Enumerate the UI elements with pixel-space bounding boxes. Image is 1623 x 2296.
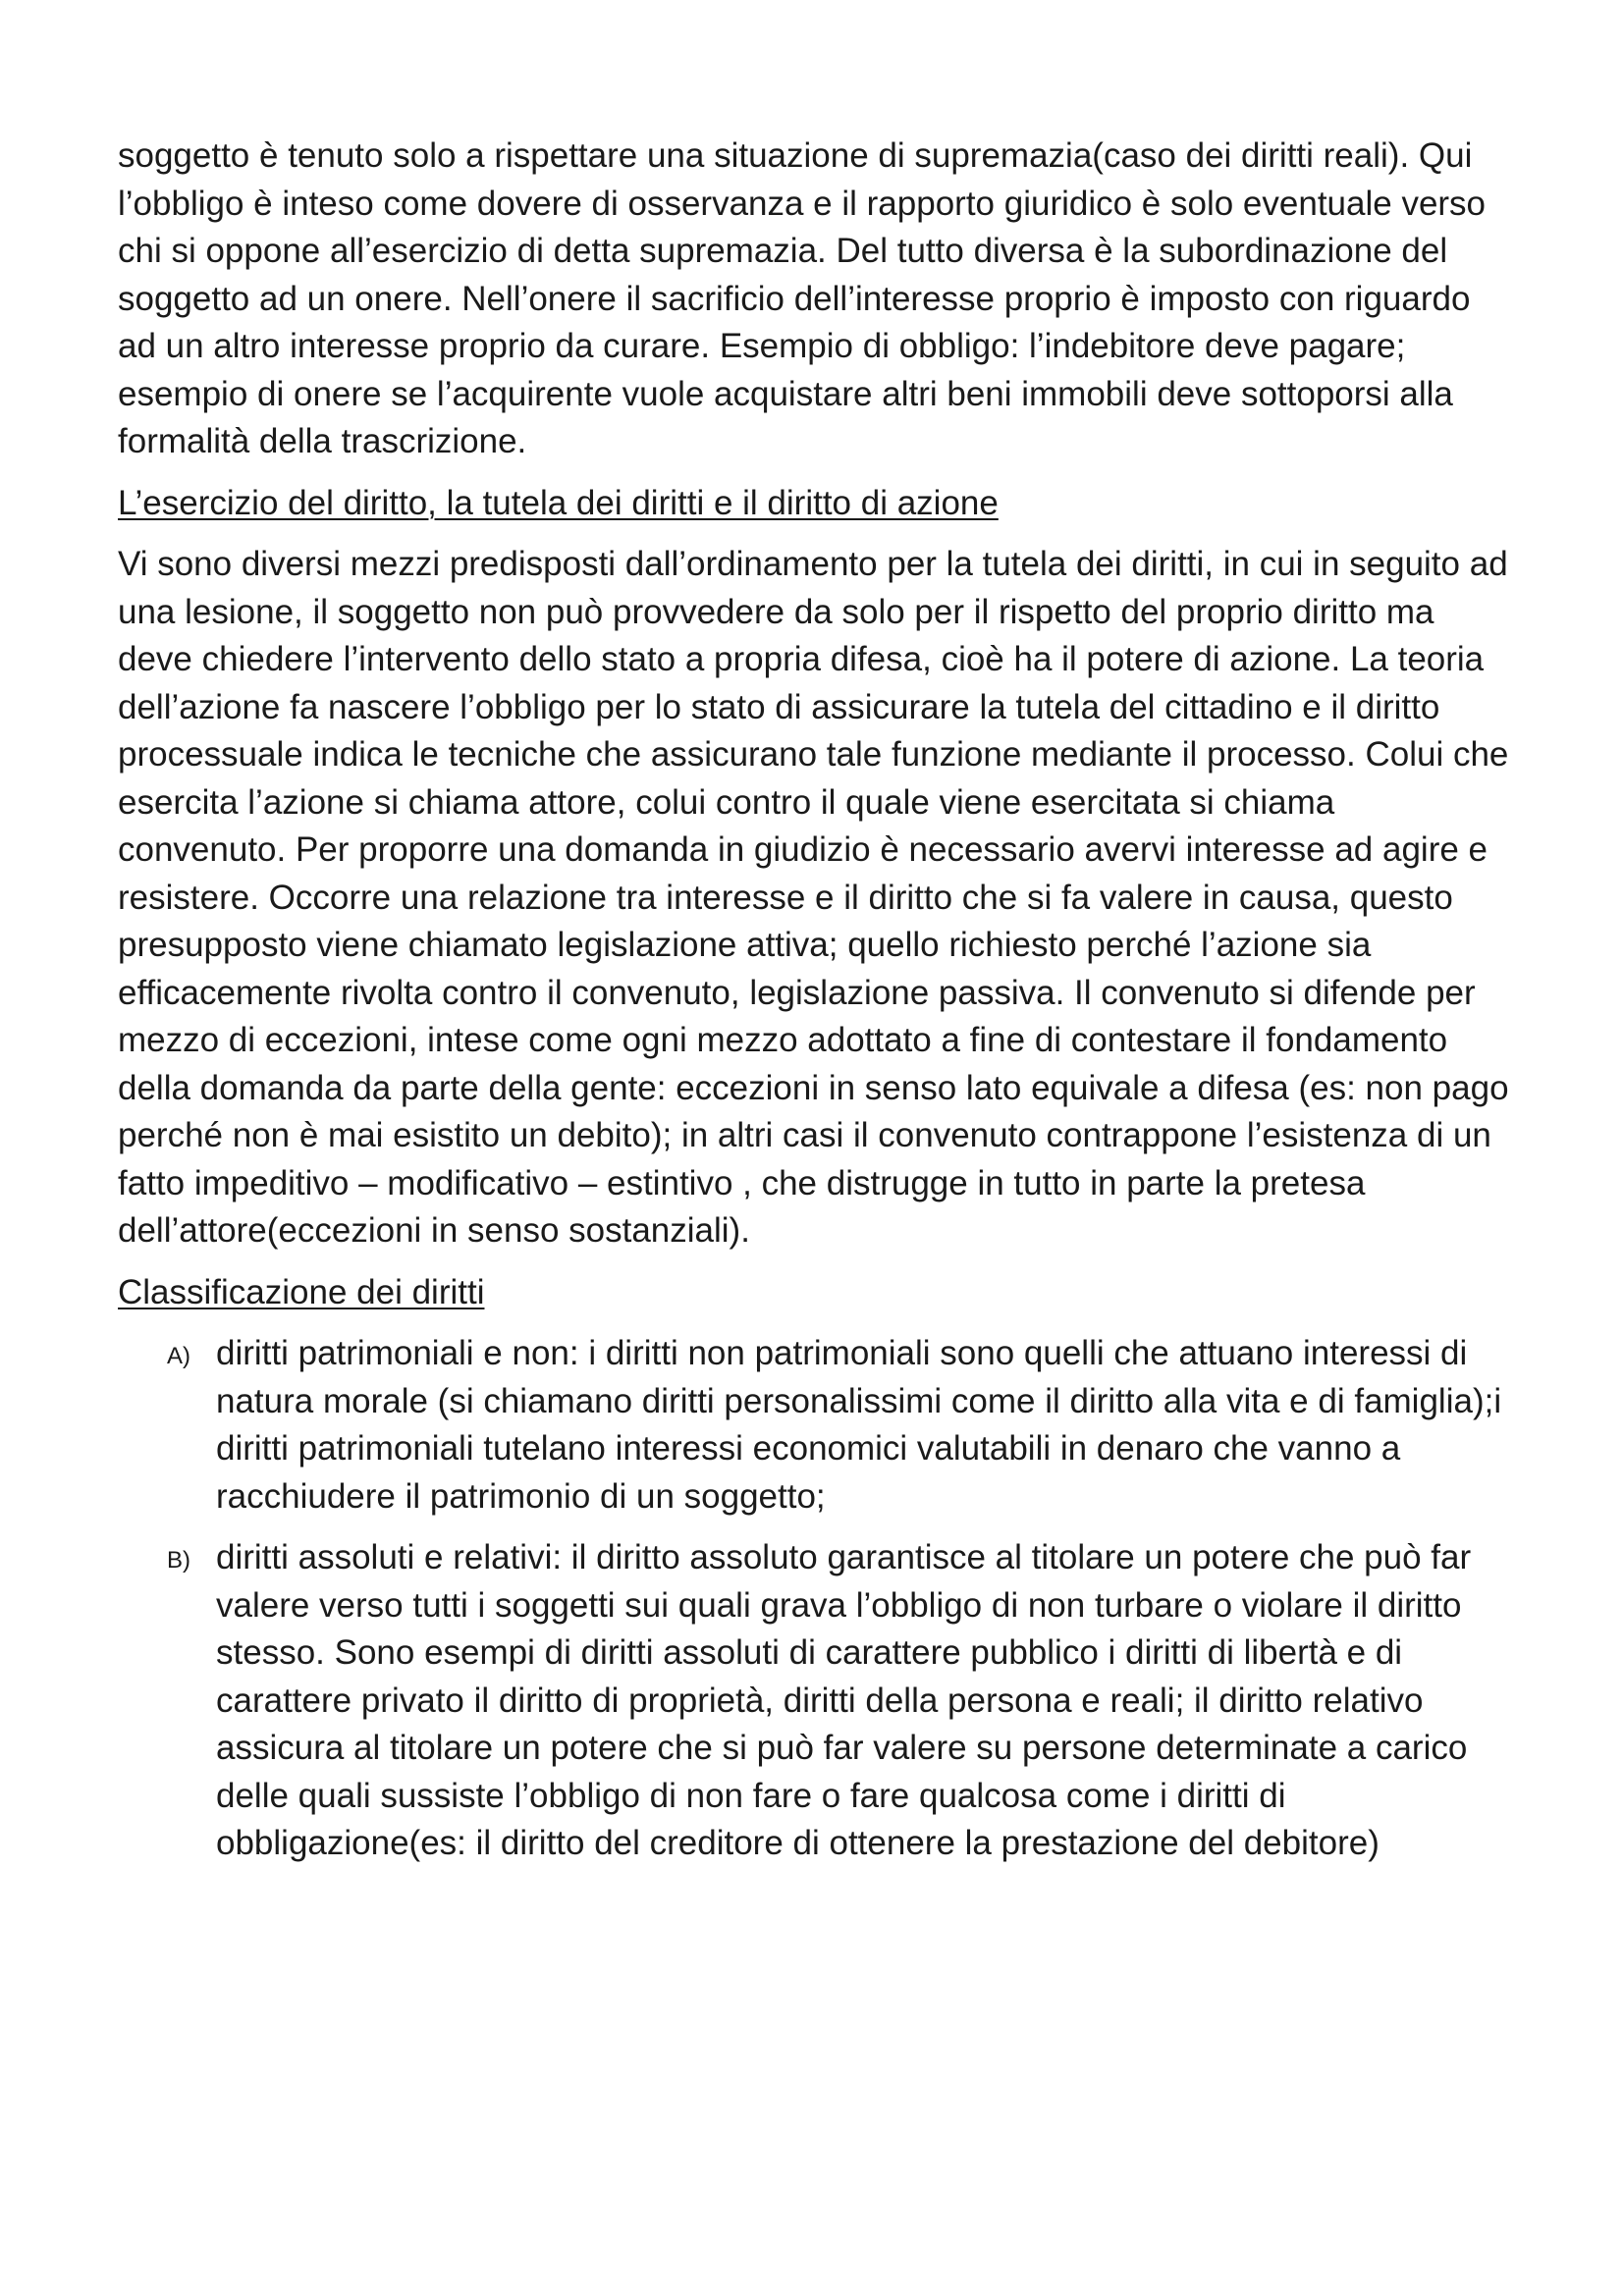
document-page bbox=[118, 133, 1512, 1882]
intro-paragraph: soggetto è tenuto solo a rispettare una situazione di supremazia(caso dei diritti reali). Qui l’obbligo è inteso come dovere di osservanza e il rapporto giuridico è solo eventuale verso chi si oppone all’esercizio di detta supremazia. Del tutto diversa è la subordinazione del soggetto ad un onere. Nell’onere il sacrificio dell’interesse proprio è imposto con riguardo ad un altro interesse proprio da curare. Esempio di obbligo: l’indebitore deve pagare; esempio di onere se l’acquirente vuole acquistare altri beni immobili deve sottoporsi alla formalità della trascrizione. bbox=[118, 136, 1487, 460]
list-marker: A) bbox=[167, 1343, 190, 1369]
section-heading-azione: L’esercizio del diritto, la tutela dei diritti e il diritto di azione bbox=[118, 483, 999, 522]
section-heading-classificazione: Classificazione dei diritti bbox=[118, 1272, 485, 1311]
list-item bbox=[118, 1534, 1512, 1868]
list-marker: B) bbox=[167, 1547, 190, 1574]
section-paragraph-azione: Vi sono diversi mezzi predisposti dall’ordinamento per la tutela dei diritti, in cui in seguito ad una lesione, il soggetto non può provvedere da solo per il rispetto del proprio diritto ma deve chiedere l’intervento dello stato a propria difesa, cioè ha il potere di azione. La teoria dell’azione fa nascere l’obbligo per lo stato di assicurare la tutela del cittadino e il diritto processuale indica le tecniche che assicurano tale funzione mediante il processo. Colui che esercita l’azione si chiama attore, colui contro il quale viene esercitata si chiama convenuto. Per proporre una domanda in giudizio è necessario avervi interesse ad agire e resistere. Occorre una relazione tra interesse e il diritto che si fa valere in causa, questo presupposto viene chiamato legislazione attiva; quello richiesto perché l’azione sia efficacemente rivolta contro il convenuto, legislazione passiva. Il convenuto si difende per mezzo di eccezioni, intese come ogni mezzo adottato a fine di contestare il fondamento della domanda da parte della gente: eccezioni in senso lato equivale a difesa (es: non pago perché non è mai esistito un debito); in altri casi il convenuto contrappone l’esistenza di un fatto impeditivo – modificativo – estintivo , che distrugge in tutto in parte la pretesa dell’attore(eccezioni in senso sostanziali). bbox=[118, 545, 1509, 1250]
list-item-text: diritti assoluti e relativi: il diritto assoluto garantisce al titolare un potere che può far valere verso tutti i soggetti sui quali grava l’obbligo di non turbare o violare il diritto stesso. Sono esempi di diritti assoluti di carattere pubblico i diritti di libertà e di carattere privato il diritto di proprietà, diritti della persona e reali; il diritto relativo assicura al titolare un potere che si può far valere su persone determinate a carico delle quali sussiste l’obbligo di non fare o fare qualcosa come i diritti di obbligazione(es: il diritto del creditore di ottenere la prestazione del debitore) bbox=[216, 1538, 1472, 1862]
list-item bbox=[118, 1330, 1512, 1521]
classification-list bbox=[118, 1330, 1512, 1868]
list-item-text: diritti patrimoniali e non: i diritti non patrimoniali sono quelli che attuano interessi di natura morale (si chiamano diritti personalissimi come il diritto alla vita e di famiglia);i diritti patrimoniali tutelano interessi economici valutabili in denaro che vanno a racchiudere il patrimonio di un soggetto; bbox=[216, 1334, 1502, 1516]
